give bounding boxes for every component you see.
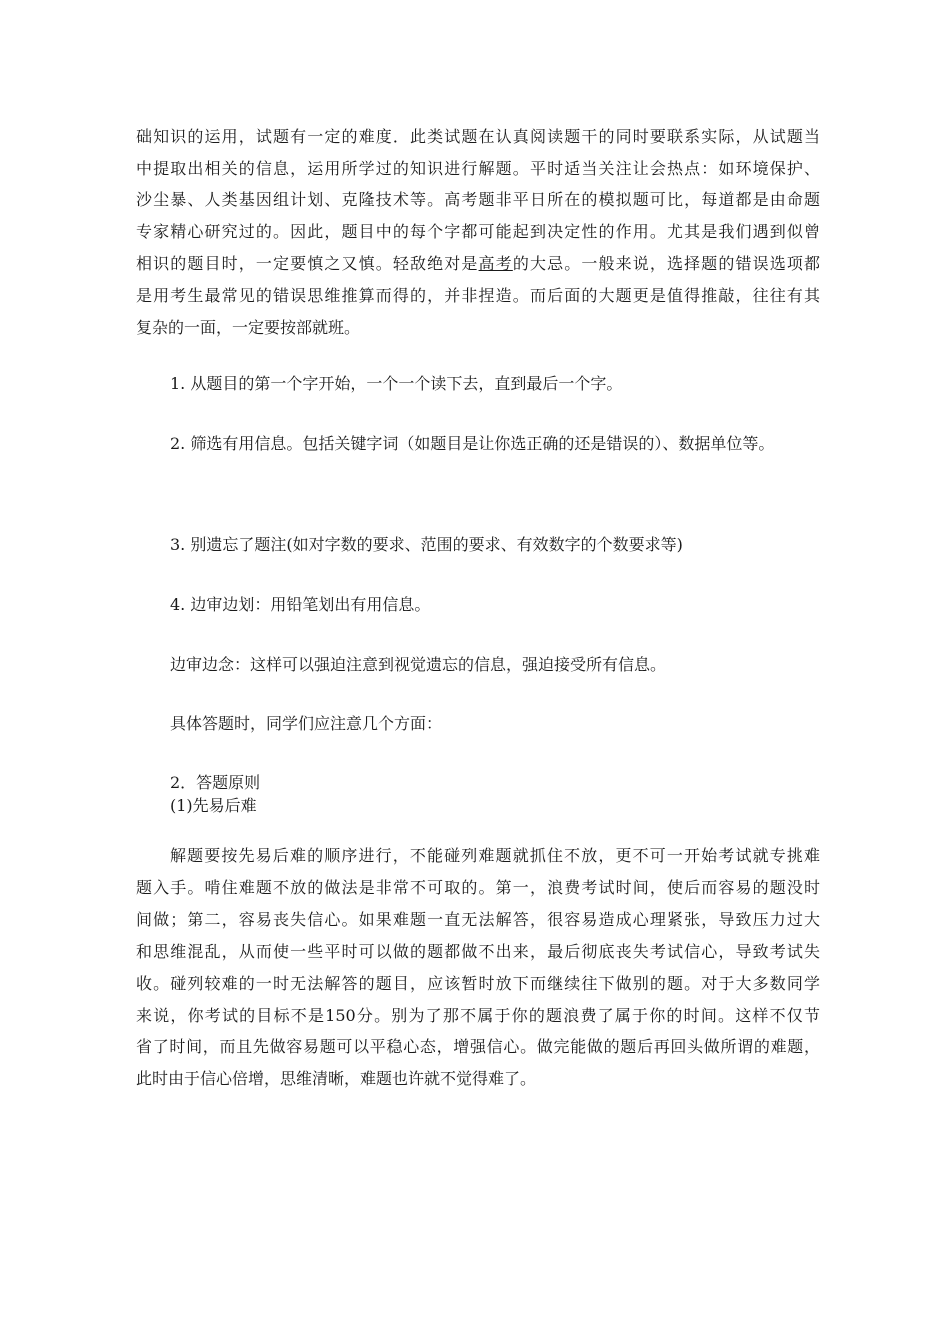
list-item-2: 2. 筛选有用信息。包括关键字词（如题目是让你选正确的还是错误的）、数据单位等。: [170, 434, 775, 453]
paragraph-line: 此时由于信心倍增，思维清晰，难题也许就不觉得难了。: [136, 1069, 537, 1088]
paragraph-line: 专家精心研究过的。因此，题目中的每个字都可能起到决定性的作用。尤其是我们遇到似曾: [136, 222, 820, 241]
paragraph-line: [136, 253, 820, 275]
paragraph-line: 收。碰列较难的一时无法解答的题目，应该暂时放下而继续往下做别的题。对于大多数同学: [136, 974, 820, 993]
note-text: 边审边念：这样可以强迫注意到视觉遗忘的信息，强迫接受所有信息。: [170, 655, 667, 674]
paragraph-line: 沙尘暴、人类基因组计划、克隆技术等。高考题非平日所在的模拟题可比，每道都是由命题: [136, 190, 820, 209]
list-item-1: 1. 从题目的第一个字开始，一个一个读下去，直到最后一个字。: [170, 374, 623, 393]
paragraph-line: 是用考生最常见的错误思维推算而得的，并非捏造。而后面的大题更是值得推敲，往往有其: [136, 286, 820, 305]
keyword-link[interactable]: 高考: [478, 254, 513, 273]
text-span: 的大忌。一般来说，选择题的错误选项都: [512, 254, 820, 273]
intro-text: 具体答题时，同学们应注意几个方面：: [170, 714, 443, 733]
section-subheading: (1)先易后难: [170, 796, 257, 815]
list-item-3: 3. 别遗忘了题注(如对字数的要求、范围的要求、有效数字的个数要求等): [170, 535, 683, 554]
paragraph-line: 中提取出相关的信息，运用所学过的知识进行解题。平时适当关注让会热点：如环境保护、: [136, 159, 820, 178]
paragraph-line: 省了时间，而且先做容易题可以平稳心态，增强信心。做完能做的题后再回头做所谓的难题，: [136, 1037, 820, 1056]
paragraph-line: 解题要按先易后难的顺序进行，不能碰列难题就抓住不放，更不可一开始考试就专挑难: [170, 846, 820, 865]
section-heading: 2．答题原则: [170, 773, 261, 792]
paragraph-line: 复杂的一面，一定要按部就班。: [136, 318, 361, 337]
paragraph-line: 题入手。啃住难题不放的做法是非常不可取的。第一，浪费考试时间，使后而容易的题没时: [136, 878, 820, 897]
text-span: 相识的题目时，一定要慎之又慎。轻敌绝对是: [136, 254, 479, 273]
paragraph-line: 来说，你考试的目标不是150分。别为了那不属于你的题浪费了属于你的时间。这样不仅节: [136, 1006, 820, 1025]
paragraph-line: 间做；第二，容易丧失信心。如果难题一直无法解答，很容易造成心理紧张，导致压力过大: [136, 910, 820, 929]
paragraph-line: 和思维混乱，从而使一些平时可以做的题都做不出来，最后彻底丧失考试信心，导致考试失: [136, 942, 820, 961]
paragraph-line: 础知识的运用，试题有一定的难度．此类试题在认真阅读题干的同时要联系实际，从试题当: [136, 127, 820, 146]
list-item-4: 4. 边审边划：用铅笔划出有用信息。: [170, 595, 431, 614]
